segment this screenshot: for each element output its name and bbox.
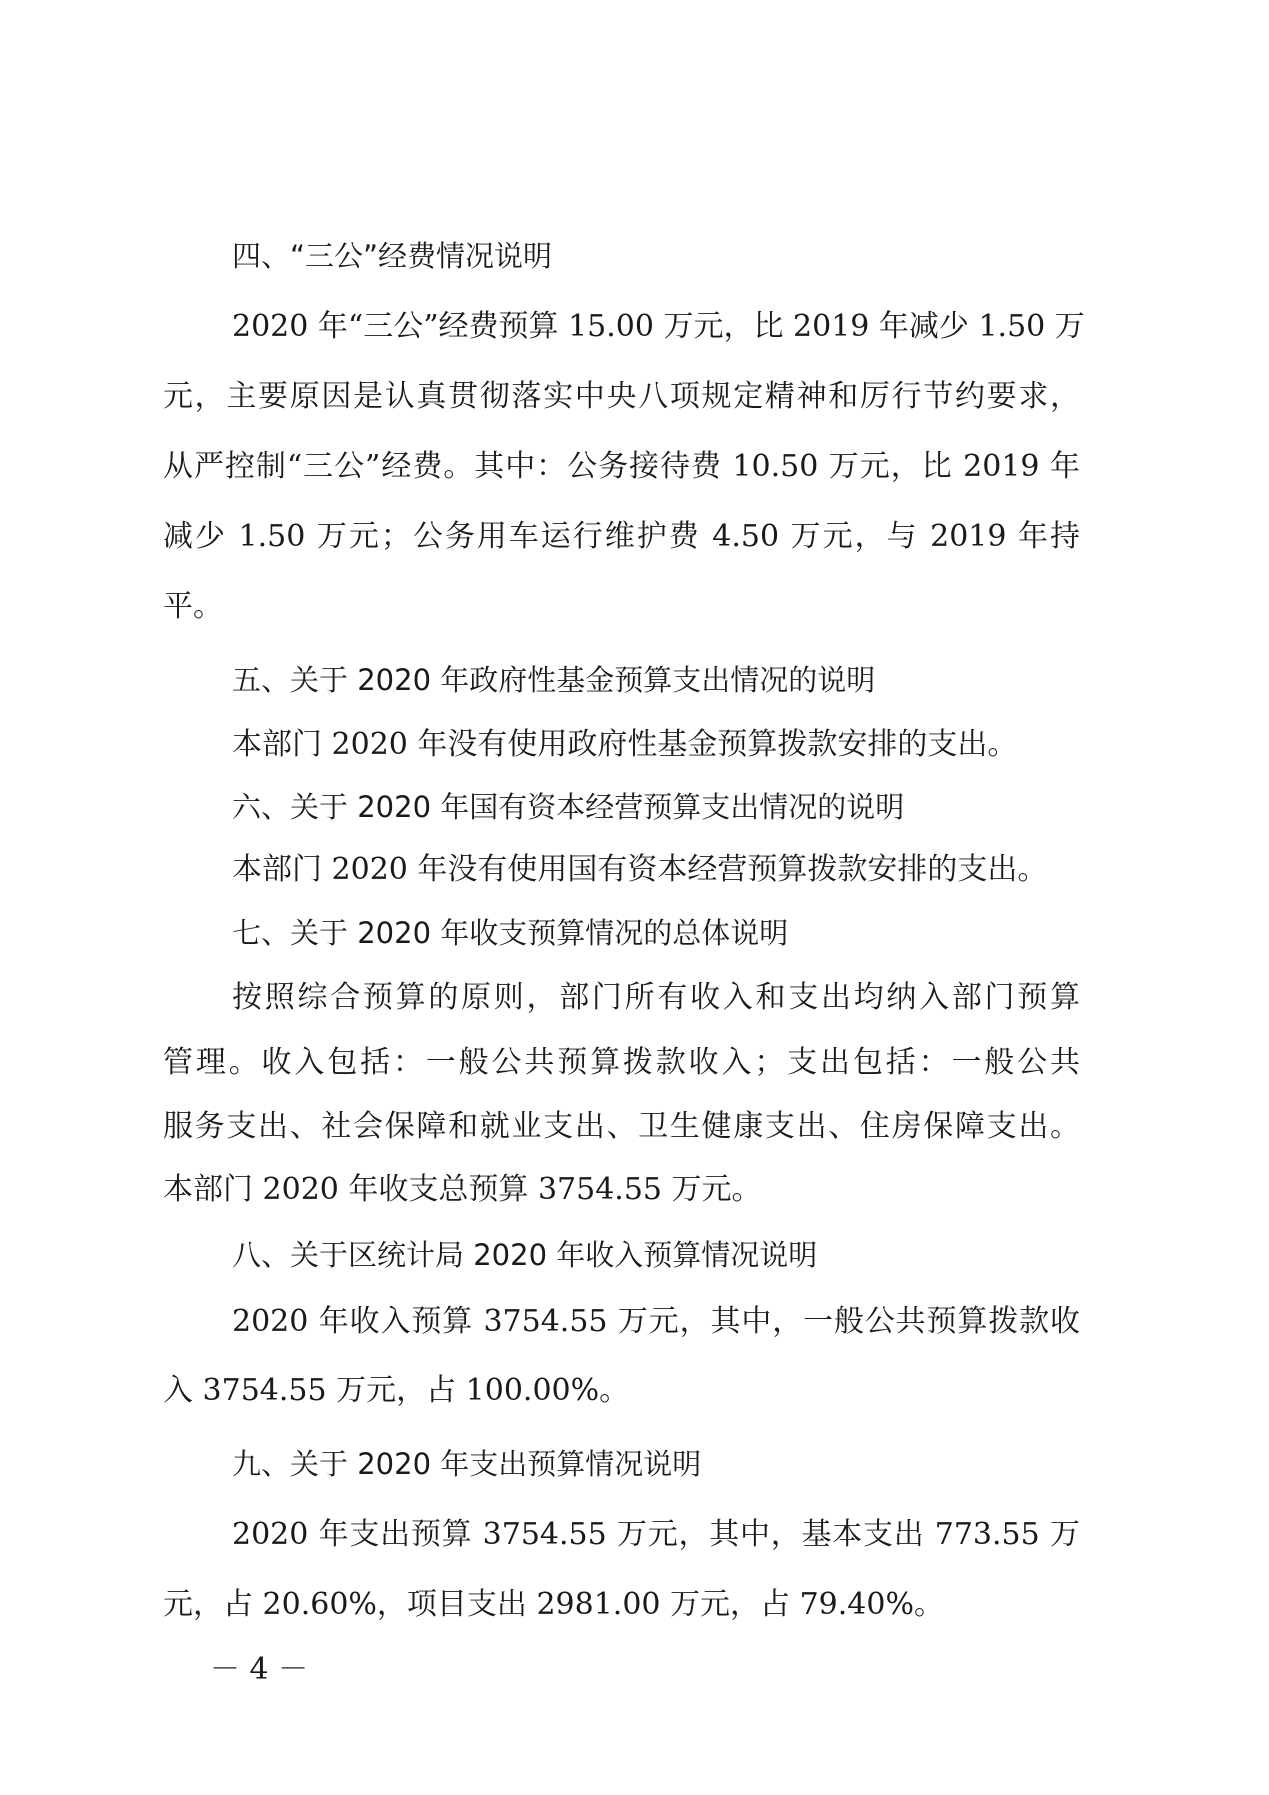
section-heading-san-gong: 四、“三公”经费情况说明 bbox=[232, 239, 553, 273]
paragraph-line: 本部门 2020 年收支总预算 3754.55 万元。 bbox=[163, 1172, 762, 1207]
section-heading-income-budget: 八、关于区统计局 2020 年收入预算情况说明 bbox=[232, 1238, 818, 1272]
paragraph-line: 本部门 2020 年没有使用政府性基金预算拨款安排的支出。 bbox=[232, 727, 1018, 762]
paragraph-line: 2020 年支出预算 3754.55 万元，其中，基本支出 773.55 万 bbox=[232, 1517, 1080, 1552]
paragraph-line: 服务支出、社会保障和就业支出、卫生健康支出、住房保障支出。 bbox=[163, 1109, 1080, 1144]
section-heading-overall-budget: 七、关于 2020 年收支预算情况的总体说明 bbox=[232, 916, 789, 950]
paragraph-line: 入 3754.55 万元，占 100.00%。 bbox=[163, 1373, 630, 1408]
page-number: － 4 － bbox=[210, 1652, 309, 1687]
paragraph-line: 减少 1.50 万元；公务用车运行维护费 4.50 万元，与 2019 年持 bbox=[163, 519, 1080, 554]
paragraph-line: 从严控制“三公”经费。其中：公务接待费 10.50 万元，比 2019 年 bbox=[163, 449, 1080, 484]
section-heading-government-fund: 五、关于 2020 年政府性基金预算支出情况的说明 bbox=[232, 663, 876, 697]
paragraph-line: 管理。收入包括：一般公共预算拨款收入；支出包括：一般公共 bbox=[163, 1045, 1080, 1080]
paragraph-line: 2020 年“三公”经费预算 15.00 万元，比 2019 年减少 1.50 万 bbox=[232, 309, 1085, 344]
paragraph-line: 2020 年收入预算 3754.55 万元，其中，一般公共预算拨款收 bbox=[232, 1304, 1080, 1339]
paragraph-line: 元，主要原因是认真贯彻落实中央八项规定精神和厉行节约要求， bbox=[163, 379, 1080, 414]
section-heading-state-capital: 六、关于 2020 年国有资本经营预算支出情况的说明 bbox=[232, 790, 905, 824]
section-heading-expenditure-budget: 九、关于 2020 年支出预算情况说明 bbox=[232, 1447, 702, 1481]
paragraph-line: 元，占 20.60%，项目支出 2981.00 万元，占 79.40%。 bbox=[163, 1587, 944, 1622]
paragraph-line: 按照综合预算的原则，部门所有收入和支出均纳入部门预算 bbox=[232, 980, 1080, 1015]
paragraph-line: 本部门 2020 年没有使用国有资本经营预算拨款安排的支出。 bbox=[232, 852, 1048, 887]
paragraph-line: 平。 bbox=[163, 589, 223, 624]
